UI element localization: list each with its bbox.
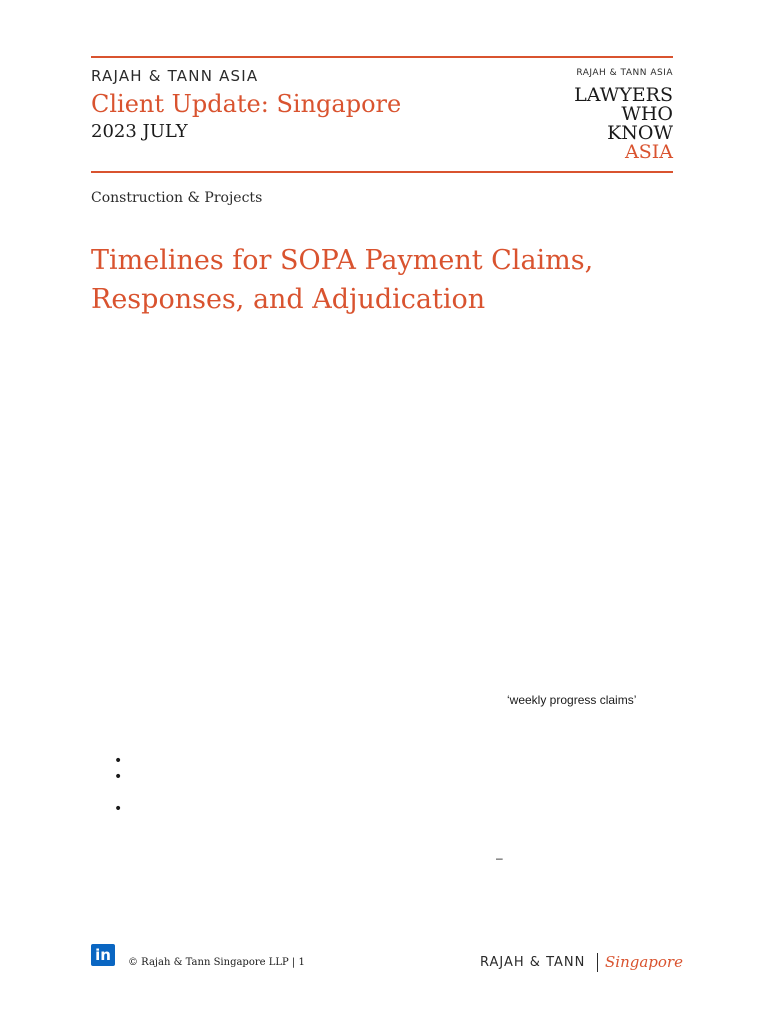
title-line: Timelines for SOPA Payment Claims,	[91, 245, 594, 276]
client-update-heading: Client Update: Singapore	[91, 90, 402, 118]
bullet-marker: •	[114, 801, 123, 817]
logo-line: KNOW	[607, 122, 673, 144]
publication-date: 2023 JULY	[91, 121, 188, 142]
document-title	[91, 241, 651, 319]
weekly-progress-claims-text: ‘weekly progress claims’	[507, 693, 637, 707]
footer-firm-name: RAJAH & TANN	[480, 955, 586, 970]
footer-location: Singapore	[605, 953, 683, 971]
bullet-marker: •	[114, 753, 123, 769]
dash-text: –	[496, 851, 503, 865]
copyright-text: © Rajah & Tann Singapore LLP | 1	[128, 957, 305, 968]
logo-line: LAWYERS	[574, 84, 673, 106]
header-bottom-rule	[91, 171, 673, 173]
bullet-marker: •	[114, 769, 123, 785]
logo-line: WHO	[621, 103, 673, 125]
footer-separator	[597, 953, 598, 972]
header-top-rule	[91, 56, 673, 58]
title-line: Responses, and Adjudication	[91, 284, 486, 315]
practice-area: Construction & Projects	[91, 190, 263, 206]
linkedin-icon[interactable]: in	[91, 944, 115, 966]
lawyers-who-know-asia-logo	[574, 86, 673, 162]
logo-accent-line: ASIA	[625, 141, 673, 163]
logo-firm-name: RAJAH & TANN ASIA	[576, 68, 673, 78]
firm-name: RAJAH & TANN ASIA	[91, 67, 259, 85]
